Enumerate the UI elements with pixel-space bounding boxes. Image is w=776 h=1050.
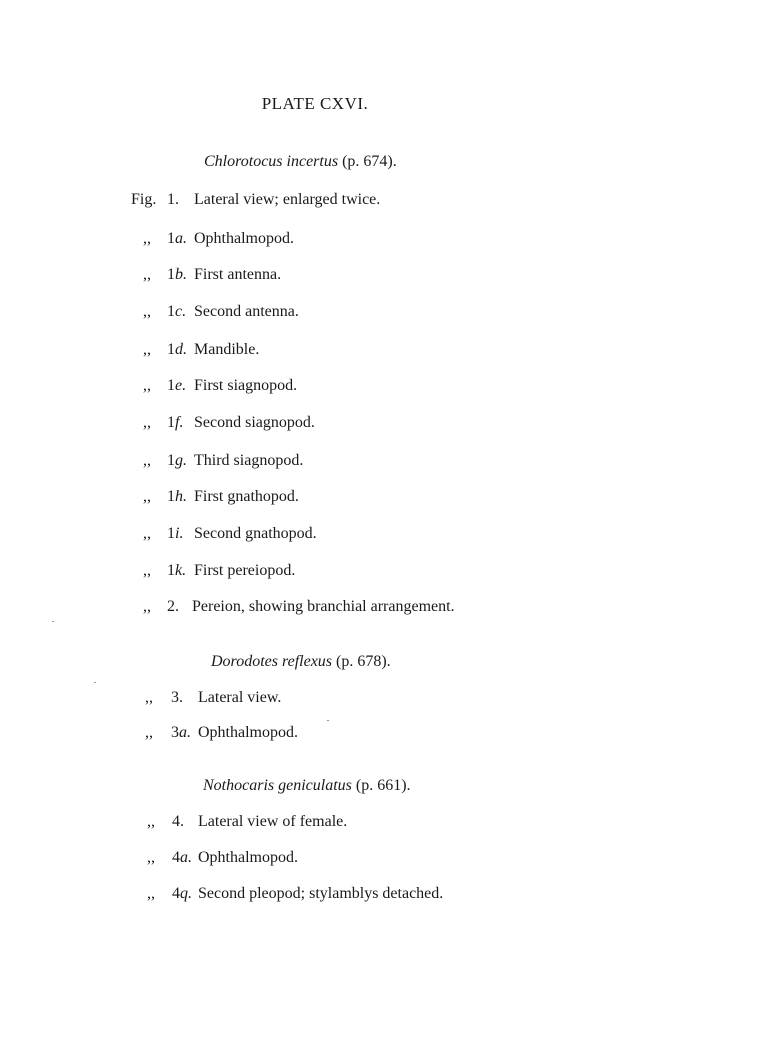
figure-description: First gnathopod. [194, 488, 299, 505]
figure-description: Second gnathopod. [194, 525, 317, 542]
figure-description: Lateral view of female. [198, 813, 348, 830]
scan-speck [327, 720, 329, 721]
figure-description: Ophthalmopod. [198, 724, 298, 741]
section-heading [203, 777, 411, 795]
figure-description: First antenna. [194, 266, 282, 283]
entry-prefix: ,, [143, 598, 151, 615]
figure-entry [143, 377, 297, 395]
figure-entry [147, 849, 298, 867]
figure-description: Second antenna. [194, 303, 299, 320]
entry-prefix: ,, [143, 341, 151, 358]
figure-number: 4. [172, 813, 184, 830]
page-reference: (p. 678). [336, 653, 391, 670]
figure-number: 2. [167, 598, 179, 615]
figure-description: Third siagnopod. [194, 452, 304, 469]
figure-number: 1c. [167, 303, 187, 320]
figure-entry [143, 488, 299, 506]
figure-entry [143, 266, 281, 284]
entry-prefix: ,, [143, 230, 151, 247]
figure-number: 4a. [172, 849, 192, 866]
entry-prefix: ,, [143, 266, 151, 283]
figure-number: 1. [167, 191, 179, 208]
figure-description: Lateral view; enlarged twice. [194, 191, 381, 208]
species-name: Dorodotes reflexus [211, 653, 333, 670]
figure-description: Second siagnopod. [194, 414, 315, 431]
entry-prefix: ,, [147, 885, 155, 902]
entry-prefix: ,, [145, 689, 153, 706]
entry-prefix: Fig. [131, 191, 157, 208]
figure-number: 4q. [172, 885, 192, 902]
figure-entry [143, 598, 455, 616]
figure-entry [143, 303, 299, 321]
figure-number: 1k. [167, 562, 187, 579]
figure-description: Pereion, showing branchial arrangement. [192, 598, 455, 615]
section-heading [204, 153, 397, 171]
figure-entry [145, 724, 298, 742]
entry-prefix: ,, [143, 377, 151, 394]
figure-description: Mandible. [194, 341, 260, 358]
figure-entry [143, 525, 317, 543]
figure-description: Lateral view. [198, 689, 282, 706]
figure-entry [143, 341, 259, 359]
figure-number: 3. [171, 689, 183, 706]
figure-entry [131, 191, 380, 209]
section-heading [211, 653, 391, 671]
figure-number: 1f. [167, 414, 184, 431]
figure-entry [143, 414, 315, 432]
species-name: Nothocaris geniculatus [203, 777, 352, 794]
figure-number: 1d. [167, 341, 187, 358]
figure-description: First pereiopod. [194, 562, 296, 579]
page-reference: (p. 661). [355, 777, 411, 794]
figure-number: 1g. [167, 452, 187, 469]
figure-number: 1b. [167, 266, 187, 283]
figure-description: First siagnopod. [194, 377, 298, 394]
species-name: Chlorotocus incertus [204, 153, 339, 170]
scan-speck [52, 621, 54, 622]
figure-number: 3a. [171, 724, 191, 741]
figure-entry [143, 230, 294, 248]
entry-prefix: ,, [143, 414, 151, 431]
figure-entry [143, 562, 295, 580]
plate-title: PLATE CXVI. [261, 94, 369, 113]
entry-prefix: ,, [145, 724, 153, 741]
entry-prefix: ,, [143, 488, 151, 505]
figure-entry [147, 885, 443, 903]
figure-description: Ophthalmopod. [198, 849, 298, 866]
entry-prefix: ,, [143, 525, 151, 542]
figure-number: 1a. [167, 230, 187, 247]
scan-speck [94, 682, 96, 683]
entry-prefix: ,, [147, 849, 155, 866]
entry-prefix: ,, [143, 562, 151, 579]
entry-prefix: ,, [143, 303, 151, 320]
page-reference: (p. 674). [342, 153, 397, 170]
figure-entry [145, 689, 281, 707]
figure-number: 1e. [167, 377, 187, 394]
figure-number: 1h. [167, 488, 187, 505]
figure-entry [147, 813, 347, 831]
figure-description: Second pleopod; stylamblys detached. [198, 885, 444, 902]
figure-entry [143, 452, 303, 470]
figure-description: Ophthalmopod. [194, 230, 294, 247]
figure-number: 1i. [167, 525, 184, 542]
entry-prefix: ,, [143, 452, 151, 469]
entry-prefix: ,, [147, 813, 155, 830]
